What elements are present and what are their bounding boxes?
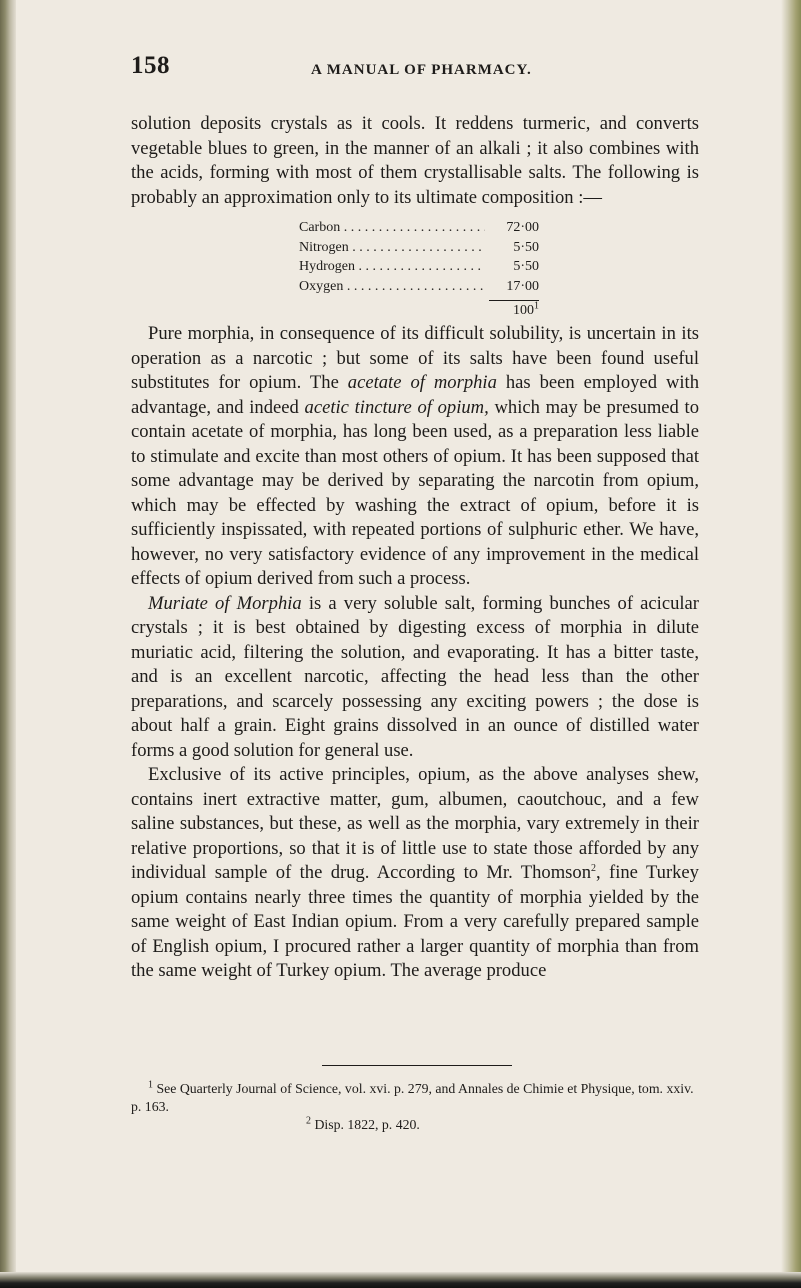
footnotes bbox=[131, 1080, 699, 1134]
footnote-ref-2: 2 bbox=[591, 862, 597, 874]
footnote-2 bbox=[131, 1116, 699, 1134]
page-outer-edge bbox=[781, 0, 801, 1288]
footnote-divider bbox=[322, 1065, 512, 1066]
page-number: 158 bbox=[131, 52, 170, 79]
page-bottom-edge bbox=[0, 1272, 801, 1288]
element-name: Hydrogen . . . bbox=[299, 257, 485, 277]
term-acetic-tincture: acetic tincture of opium, bbox=[304, 396, 489, 418]
paragraph-1: solution deposits crystals as it cools. It reddens turmeric, and converts vegetable blues to green, in the manner of an alkali ; it also combines with the acids, forming with most of them crystallisable salts. The following is probably an approximation only to its ultimate composition :— bbox=[131, 113, 699, 208]
paragraph-2-mid: has been employed with advantage, and indeed bbox=[131, 372, 700, 418]
element-value: 17·00 bbox=[485, 277, 539, 297]
main-text bbox=[131, 112, 699, 984]
composition-table bbox=[299, 218, 539, 320]
paragraph-4-end: , fine Turkey opium contains nearly three times the quantity of morphia yielded by the same weight of East Indian opium. From a very carefully prepared sample of English opium, I procured rather a larger quantity of morphia than from the same weight of Turkey opium. The average produce bbox=[131, 862, 699, 981]
composition-total bbox=[489, 300, 539, 320]
element-name: Nitrogen . . . bbox=[299, 238, 485, 258]
running-title: A MANUAL OF PHARMACY. bbox=[311, 62, 532, 78]
paragraph-2 bbox=[131, 322, 699, 592]
element-name: Carbon . . . bbox=[299, 218, 485, 238]
paragraph-2-start: Pure morphia, in consequence of its difficult solubility, is uncertain in its operation as a narcotic ; but some of its salts have been found useful substitutes for opium. The bbox=[131, 323, 699, 393]
element-value: 5·50 bbox=[485, 257, 539, 277]
paragraph-4 bbox=[131, 763, 699, 984]
term-acetate-of-morphia: acetate of morphia bbox=[347, 372, 497, 393]
footnote-ref-1: 1 bbox=[534, 300, 539, 312]
element-name: Oxygen . . . bbox=[299, 277, 485, 297]
paragraph-3 bbox=[131, 592, 699, 764]
paragraph-4-start: Exclusive of its active principles, opium, as the above analyses shew, contains inert extractive matter, gum, albumen, caoutchouc, and a few saline substances, but these, as well as the morphia, vary extremely in their relative proportions, so that it is of little use to state those afforded by any individual sample of the drug. According to Mr. Thomson bbox=[131, 764, 699, 883]
page-header bbox=[131, 52, 699, 92]
page-binding-edge bbox=[0, 0, 16, 1288]
paragraph-2-end: which may be presumed to contain acetate of morphia, has long been used, as a preparation less liable to stimulate and excite than most others of opium. It has been supposed that some advantage may be derived by separating the narcotin from opium, which may be effected by washing the extract of opium, before it is sufficiently inspissated, with repeated portions of sulphuric ether. We have, however, no very satisfactory evidence of any improvement in the medical effects of opium derived from such a process. bbox=[131, 396, 700, 589]
composition-row bbox=[299, 257, 539, 277]
footnote-1-text: See Quarterly Journal of Science, vol. xvi. p. 279, and Annales de Chimie et Physique, tom. xxiv. p. 163. bbox=[131, 1081, 694, 1114]
paragraph-3-text: is a very soluble salt, forming bunches of acicular crystals ; it is best obtained by digesting excess of morphia in dilute muriatic acid, filtering the solution, and evaporating. It has a bitter taste, and is an excellent narcotic, affecting the head less than the other preparations, and scarcely possessing any exciting powers ; the dose is about half a grain. Eight grains dissolved in an ounce of distilled water forms a good solution for general use. bbox=[131, 592, 699, 761]
composition-row bbox=[299, 277, 539, 297]
footnote-2-text: Disp. 1822, p. 420. bbox=[311, 1117, 420, 1132]
footnote-2-mark: 2 bbox=[306, 1115, 311, 1127]
footnote-1-mark: 1 bbox=[148, 1079, 153, 1091]
element-value: 72·00 bbox=[485, 218, 539, 238]
composition-total-value: 100 bbox=[513, 303, 534, 318]
composition-row bbox=[299, 238, 539, 258]
composition-row bbox=[299, 218, 539, 238]
footnote-1 bbox=[131, 1080, 699, 1116]
element-value: 5·50 bbox=[485, 238, 539, 258]
term-muriate-of-morphia: Muriate of Morphia bbox=[148, 592, 302, 614]
